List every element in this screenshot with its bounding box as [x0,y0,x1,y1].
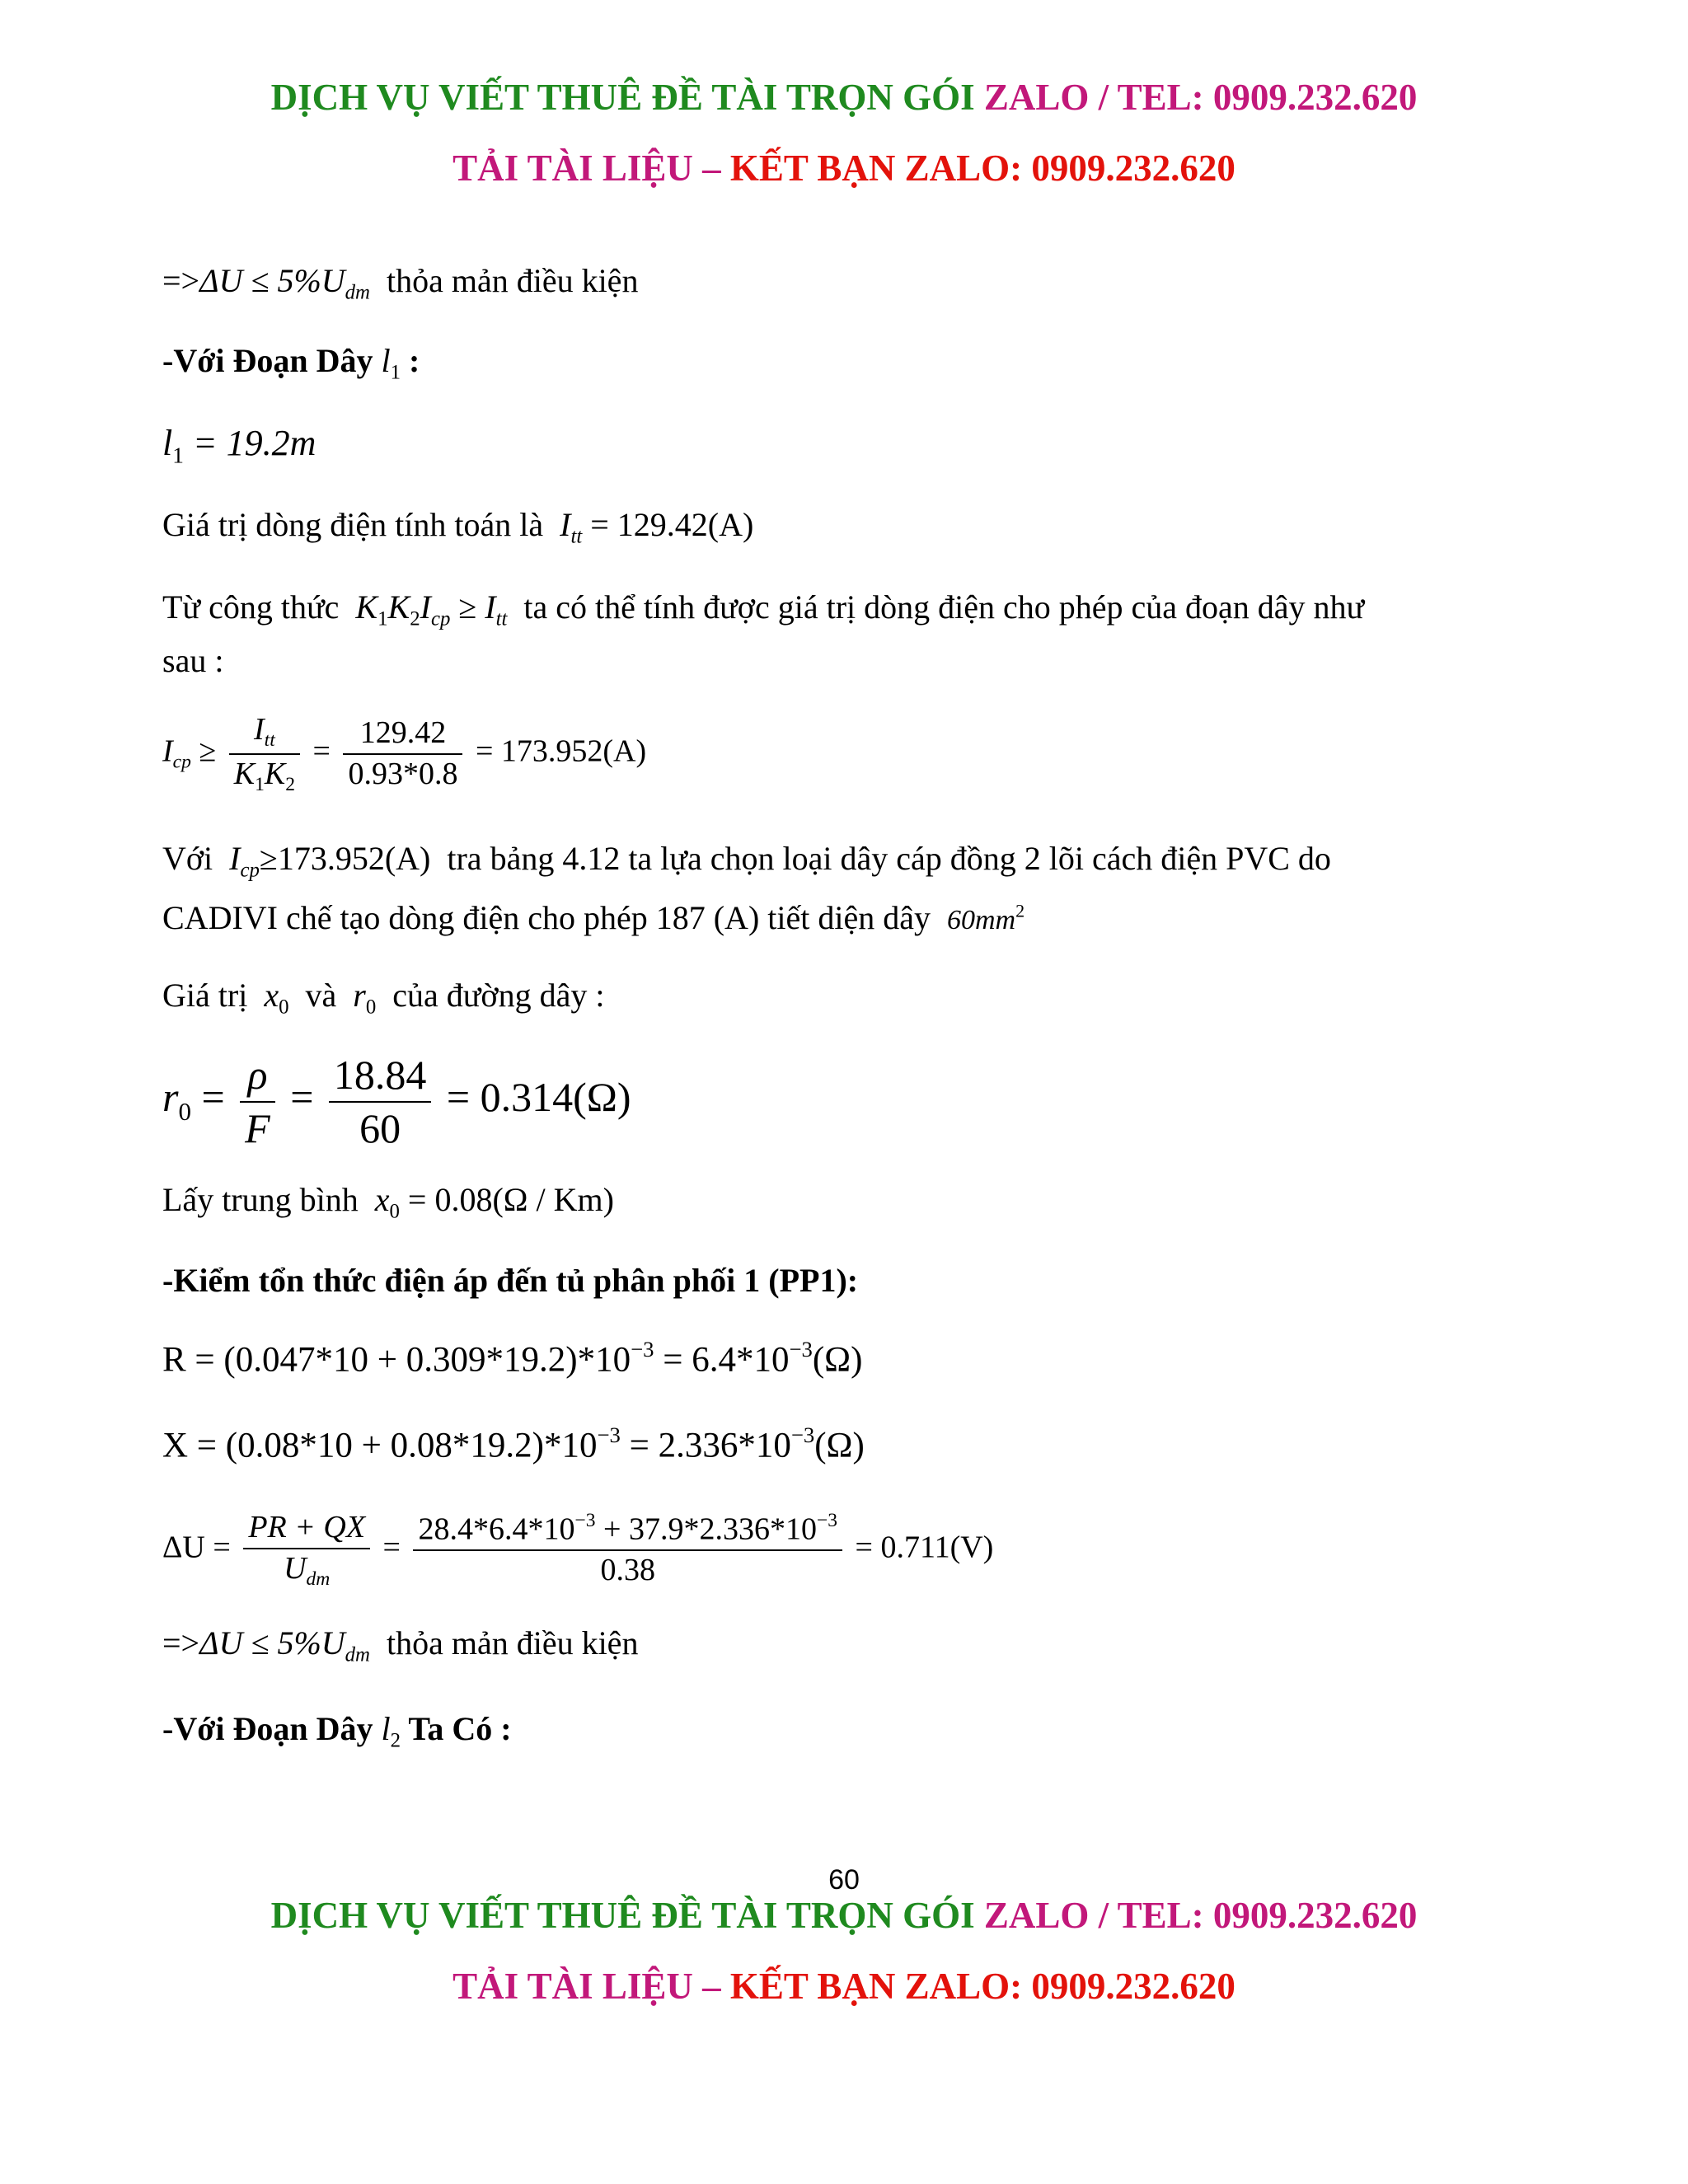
r0-frac2-den: 60 [359,1104,401,1151]
condition-formula-sub-2: dm [345,1643,370,1666]
r0-eq-sub: 0 [178,1096,191,1126]
footer-friend-zalo: KẾT BẠN ZALO: 0909.232.620 [729,1966,1236,2007]
selection-line1 [162,839,1331,883]
du-frac2-num-a: 28.4*6.4*10 [418,1511,575,1547]
formula-k-a: K [355,588,378,626]
condition-line-1 [162,261,638,305]
r0-frac1-num: ρ [240,1049,275,1103]
r0-eq-var: r [162,1073,179,1120]
selection-size: 60mm [946,905,1016,935]
header-zalo-tel: ZALO / TEL: 0909.232.620 [983,77,1418,118]
formula-pre: Từ công thức [162,588,340,626]
heading-text: -Với Đoạn Dây [162,342,373,379]
r0-result: = 0.314(Ω) [446,1073,631,1120]
selection-post: tra bảng 4.12 ta lựa chọn loại dây cáp đồng 2 lõi cách điện PVC do [447,840,1331,877]
x0r0-pre: Giá trị [162,977,248,1014]
heading-pp1 [162,1261,858,1301]
condition-text: thỏa mản điều kiện [386,262,639,299]
formula-tt-sub: tt [495,607,508,630]
itt-text: Giá trị dòng điện tính toán là [162,506,544,543]
formula-paragraph-line2 [162,641,223,681]
formula-post2: sau : [162,642,224,679]
x0r0-post: của đường dây : [392,977,605,1014]
r-formula-end: (Ω) [812,1340,863,1380]
selection-value: ≥173.952(A) [259,840,431,877]
x-formula: X = (0.08*10 + 0.08*19.2)*10 [162,1426,598,1465]
du-frac2-num-exp2: −3 [816,1510,838,1532]
selection-line2 [162,898,1025,938]
du-frac2-den: 0.38 [600,1553,656,1588]
r-formula-mid: = 6.4*10 [654,1340,790,1380]
selection-line2-text: CADIVI chế tạo dòng điện cho phép 187 (A) tiết diện dây [162,899,931,936]
x0avg-var: x [374,1181,390,1218]
x-formula-end: (Ω) [814,1426,865,1465]
x0avg-sub: 0 [389,1200,400,1223]
r0-frac1-den: F [245,1104,270,1151]
condition-text-2: thỏa mản điều kiện [386,1624,639,1661]
heading-pp1-text: -Kiểm tổn thức điện áp đến tủ phân phối 1 (PP1): [162,1262,859,1299]
footer-service-text: DỊCH VỤ VIẾT THUÊ ĐỀ TÀI TRỌN GÓI [270,1895,975,1936]
l1-value-line [162,422,316,469]
icp-fraction-1 [229,710,300,797]
du-result: = 0.711(V) [855,1530,994,1565]
icp-frac1-num: I [254,712,265,747]
formula-k-b: K [387,588,410,626]
du-frac1-den: U [284,1550,307,1586]
x0-r0-line [162,976,604,1019]
heading-var: l [381,342,391,379]
icp-equation: $I_{cp}$ ≥ $\frac{I_{tt}}{K_1K_2}$ = $\frac{129.42}{0.93*0.8}$ = 173.952(A) [162,710,646,797]
header-banner-line2 [0,147,1688,190]
x0avg-value: = 0.08(Ω / Km) [407,1181,614,1218]
r-formula-exp1: −3 [631,1337,654,1361]
icp-frac1-den-k2-sub: 2 [285,773,296,795]
implies-symbol: => [162,262,200,299]
x0avg-text: Lấy trung bình [162,1181,359,1218]
du-lhs: ΔU = [162,1530,231,1565]
footer-download-text: TẢI TÀI LIỆU – [452,1966,721,2007]
r0-var: r [353,977,366,1014]
x0-average-line [162,1180,614,1224]
formula-paragraph-line1 [162,588,1364,631]
x0r0-and: và [305,977,337,1014]
r-formula-line [162,1337,862,1381]
icp-result: = 173.952(A) [475,733,647,769]
l1-var: l [162,423,173,463]
du-frac1-den-sub: dm [306,1568,331,1590]
delta-u-equation: ΔU = $\frac{PR + QX}{U_{dm}}$ = $\frac{28.4*6.4*10^{-3} + 37.9*2.336*10^{-3}}{0.38}$ = 0.711(V) [162,1508,993,1591]
heading-segment-l1 [162,341,420,385]
formula-i-a: I [420,588,431,626]
icp-ge: ≥ [199,733,217,769]
du-fraction-1 [243,1508,370,1591]
icp-lhs-var: I [162,733,173,769]
du-frac2-num-b: + 37.9*2.336*10 [595,1511,817,1547]
itt-var: I [560,506,571,543]
du-frac2-num-exp1: −3 [574,1510,596,1532]
condition-formula: ΔU ≤ 5%U [199,262,345,299]
condition-formula-2: ΔU ≤ 5%U [199,1624,345,1661]
x0-var: x [264,977,279,1014]
icp-lhs-sub: cp [172,751,191,773]
icp-frac2-den: 0.93*0.8 [348,756,458,791]
icp-frac2-num: 129.42 [343,714,462,755]
header-service-text: DỊCH VỤ VIẾT THUÊ ĐỀ TÀI TRỌN GÓI [270,77,975,118]
selection-pre: Với [162,840,213,877]
condition-formula-sub: dm [345,281,370,304]
selection-var-sub: cp [240,859,260,882]
icp-fraction-2 [343,714,462,794]
selection-size-sup: 2 [1015,900,1025,921]
l1-value: = 19.2m [192,423,316,463]
itt-var-sub: tt [570,525,583,548]
formula-post: ta có thể tính được giá trị dòng điện cho phép của đoạn dây như [523,588,1365,626]
r0-equation: $r_0$ = $\frac{\rho}{F}$ = $\frac{18.84}{60}$ = 0.314(Ω) [162,1049,631,1154]
heading-l2-var: l [381,1710,391,1747]
du-fraction-2 [413,1509,842,1590]
heading-l2-var-sub: 2 [390,1729,401,1752]
heading-l2-text: -Với Đoạn Dây [162,1710,373,1747]
itt-line [162,505,753,549]
x-formula-line [162,1422,865,1467]
heading-colon: : [409,342,420,379]
icp-frac1-num-sub: tt [264,729,275,752]
r0-fraction-2 [329,1049,432,1154]
header-banner-line1 [0,76,1688,119]
x0-var-sub: 0 [279,996,289,1019]
implies-symbol-2: => [162,1624,200,1661]
x-formula-mid: = 2.336*10 [620,1426,791,1465]
header-download-text: TẢI TÀI LIỆU – [452,148,721,189]
icp-frac1-den-k2: K [264,756,286,791]
x-formula-exp2: −3 [790,1422,815,1447]
footer-banner-line1 [0,1894,1688,1937]
header-friend-zalo: KẾT BẠN ZALO: 0909.232.620 [729,148,1236,189]
r0-frac2-num: 18.84 [329,1049,432,1103]
l1-var-sub: 1 [172,443,184,468]
footer-zalo-tel: ZALO / TEL: 0909.232.620 [983,1895,1418,1936]
formula-cp-sub: cp [430,607,451,630]
itt-value: = 129.42(A) [590,506,754,543]
icp-frac1-den-k1: K [233,756,256,791]
r0-fraction-1 [240,1049,275,1154]
formula-k2-sub: 2 [410,607,420,630]
heading-l2-post: Ta Có : [408,1710,512,1747]
icp-frac1-den-k1-sub: 1 [255,773,265,795]
page-number: 60 [828,1864,860,1896]
r-formula: R = (0.047*10 + 0.309*19.2)*10 [162,1340,631,1380]
heading-var-sub: 1 [390,361,401,384]
formula-i-b: I [485,588,496,626]
r0-var-sub: 0 [365,996,377,1019]
footer-banner-line2 [0,1965,1688,2008]
heading-segment-l2 [162,1709,512,1753]
formula-k1-sub: 1 [377,607,388,630]
du-frac1-num: PR + QX [243,1508,370,1549]
x-formula-exp1: −3 [597,1422,621,1447]
r-formula-exp2: −3 [789,1337,813,1361]
selection-var: I [229,840,241,877]
formula-ge: ≥ [458,588,477,626]
condition-line-2 [162,1624,638,1667]
